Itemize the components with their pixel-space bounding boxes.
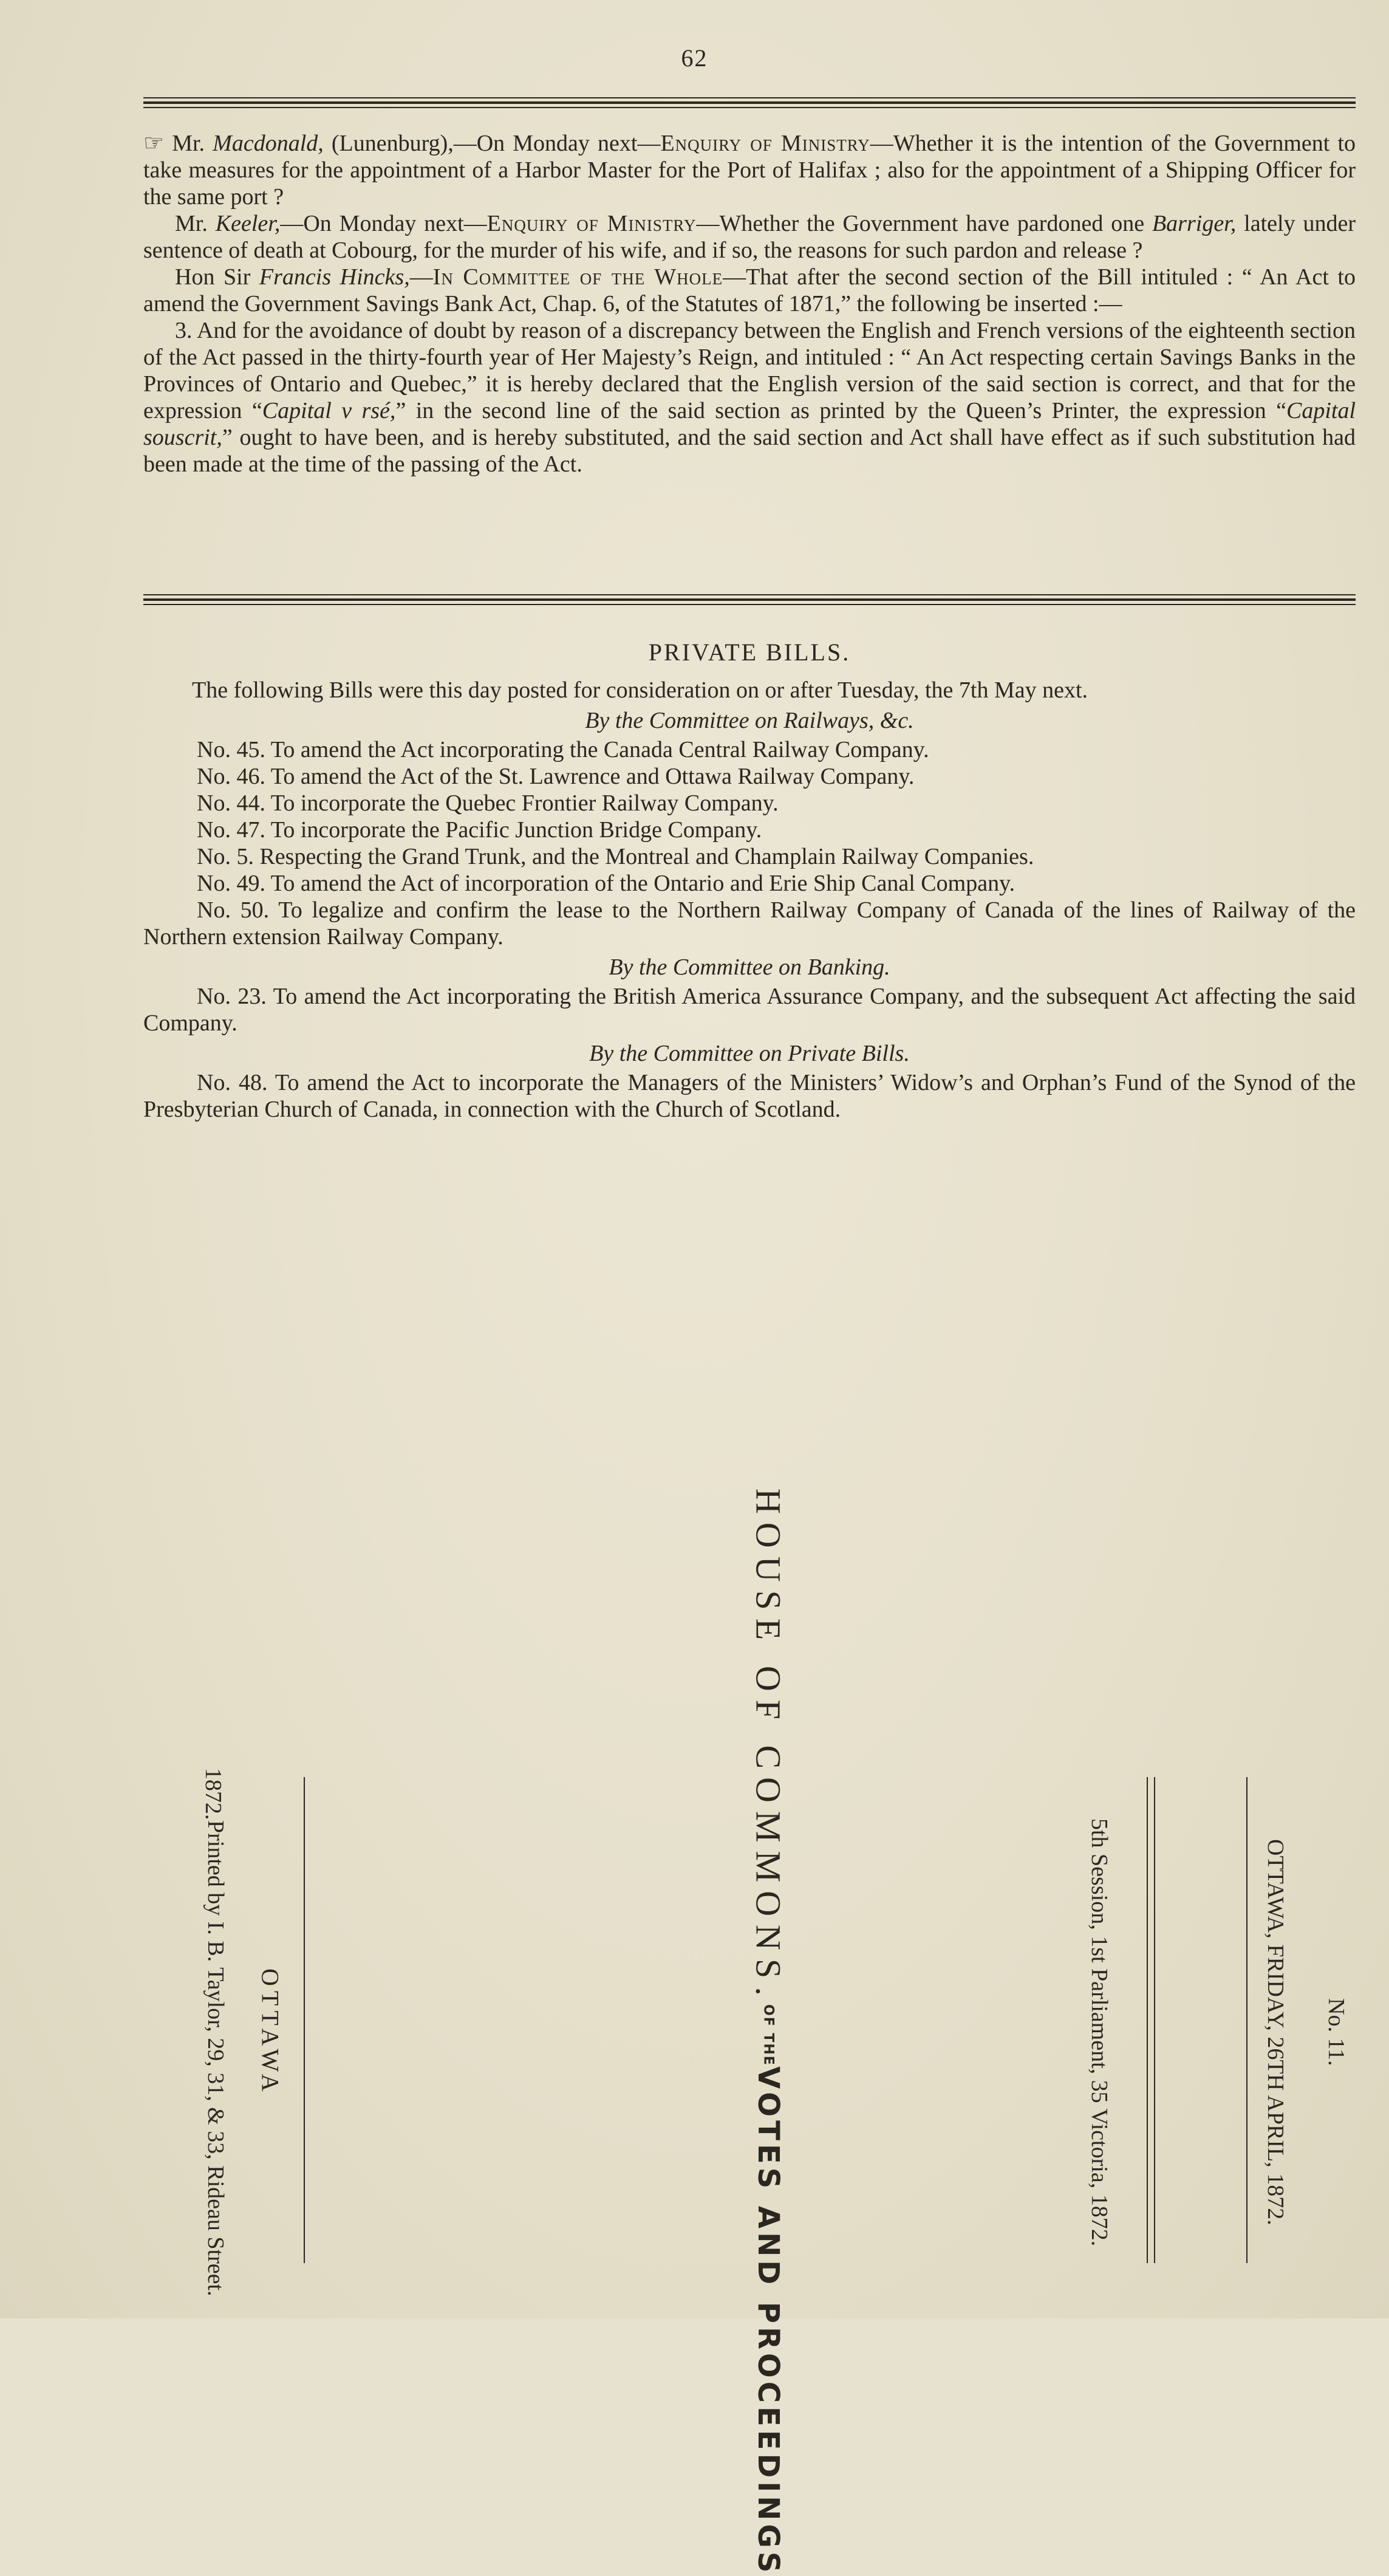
header-rule <box>143 97 1356 108</box>
notice-hincks: Hon Sir Francis Hincks,—In Committee of the Whole—That after the second section of the Bill intituled : “ An Act to amend the Government Savings Bank Act, Chap. 6, of the Statutes of 1871,” the following be inserted :— <box>143 264 1356 317</box>
bill-entry: No. 23. To amend the Act incorporating the British America Assurance Company, and the subsequent Act affecting the said Company. <box>143 984 1356 1036</box>
private-bills-section <box>143 639 1356 1123</box>
member-name: Keeler, <box>215 211 281 236</box>
bill-entry: No. 50. To legalize and confirm the lease to the Northern Railway Company of Canada of the lines of Railway of the Northern extension Railway Company. <box>143 897 1356 950</box>
bill-entry: No. 46. To amend the Act of the St. Lawrence and Ottawa Railway Company. <box>197 764 915 789</box>
bill-entry: No. 45. To amend the Act incorporating the Canada Central Railway Company. <box>197 737 929 762</box>
main-title: VOTES AND PROCEEDINGS <box>751 2066 785 2576</box>
issue-number: No. 11. <box>1323 1998 1349 2066</box>
bill-entry: No. 47. To incorporate the Pacific Junction Bridge Company. <box>197 817 762 843</box>
back-title-panel <box>200 1488 1370 2576</box>
page-number: 62 <box>681 44 708 72</box>
member-name: Francis Hincks, <box>259 264 410 290</box>
panel-divider <box>1246 1777 1247 2263</box>
member-name: Macdonald, <box>213 131 324 156</box>
panel-divider <box>304 1777 305 2263</box>
imprint-printer: Printed by I. B. Taylor, 29, 31, & 33, Rideau Street. 1872. <box>200 1768 228 2297</box>
bill-entry: No. 48. To amend the Act to incorporate the Managers of the Ministers’ Widow’s and Orphan’s Fund of the Synod of the Presbyterian Church of Canada, in connection with the Church of Scotland. <box>143 1070 1356 1122</box>
of-the-label: OF THE <box>760 2004 776 2066</box>
house-title: HOUSE OF COMMONS. <box>748 1488 788 2004</box>
private-bills-intro: The following Bills were this day posted for consideration on or after Tuesday, the 7th May next. <box>192 677 1088 703</box>
section-rule <box>143 594 1356 605</box>
bill-entry: No. 5. Respecting the Grand Trunk, and the Montreal and Champlain Railway Companies. <box>197 844 1034 869</box>
notice-keeler: Mr. Keeler,—On Monday next—Enquiry of Ministry—Whether the Government have pardoned one Barriger, lately under sentence of death at Cobourg, for the murder of his wife, and if so, the reasons for such pardon and release ? <box>143 211 1356 263</box>
bill-entry: No. 49. To amend the Act of incorporation of the Ontario and Erie Ship Canal Company. <box>197 871 1015 896</box>
pointing-hand-icon: ☞ <box>143 131 165 156</box>
issue-date: OTTAWA, FRIDAY, 26TH APRIL, 1872. <box>1263 1839 1288 2225</box>
section-title: PRIVATE BILLS. <box>648 639 851 666</box>
panel-divider <box>1147 1777 1148 2263</box>
committee-heading: By the Committee on Banking. <box>609 954 890 980</box>
committee-heading: By the Committee on Railways, &c. <box>585 708 914 733</box>
notice-macdonald: ☞ Mr. Macdonald, (Lunenburg),—On Monday next—Enquiry of Ministry—Whether it is the intention of the Government to take measures for the appointment of a Harbor Master for the Port of Halifax ; also for the appointment of a Shipping Officer for the same port ? <box>143 131 1356 210</box>
title-block <box>653 1488 884 2576</box>
session-line: 5th Session, 1st Parliament, 35 Victoria, 1872. <box>1087 1818 1112 2247</box>
committee-heading: By the Committee on Private Bills. <box>589 1041 910 1066</box>
bill-entry: No. 44. To incorporate the Quebec Frontier Railway Company. <box>197 790 779 816</box>
notices-section <box>143 130 1356 478</box>
inserted-section: 3. And for the avoidance of doubt by reason of a discrepancy between the English and French versions of the eighteenth section of the Act passed in the thirty-fourth year of Her Majesty’s Reign, and intituled : “ An Act respecting certain Savings Banks in the Provinces of Ontario and Quebec,” it is hereby declared that the English version of the said section is correct, and that for the expression “Capital v rsé,” in the second line of the said section as printed by the Queen’s Printer, the expression “Capital souscrit,” ought to have been, and is hereby substituted, and the said section and Act shall have effect as if such substitution had been made at the time of the passing of the Act. <box>143 318 1356 477</box>
imprint-city: OTTAWA <box>256 1968 284 2097</box>
panel-divider <box>1154 1777 1155 2263</box>
